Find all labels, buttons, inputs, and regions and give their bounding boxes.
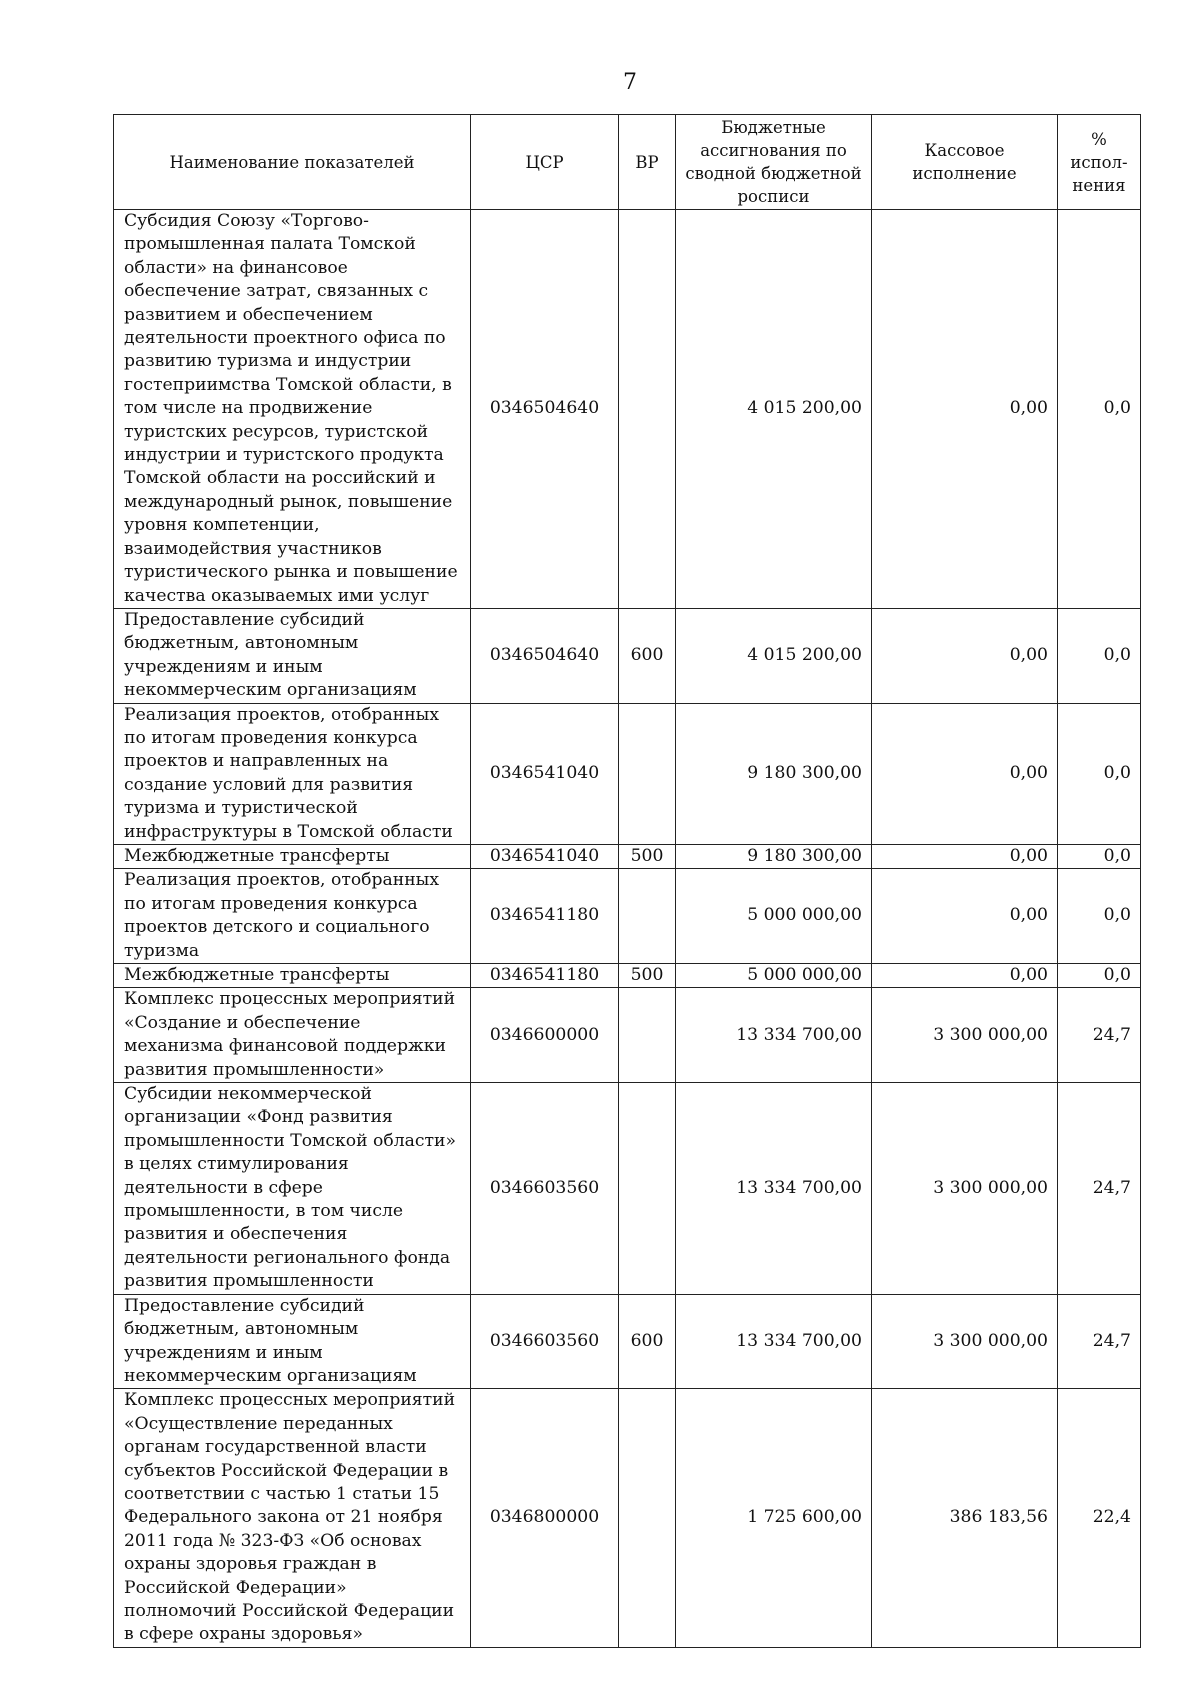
page-number: 7: [623, 70, 637, 95]
row-name: Комплекс процессных мероприятий «Осуществление переданных органам государственной власти субъектов Российской Федерации в соответствии с частью 1 статьи 15 Федерального закона от 21 ноября 2011 года № 323-ФЗ «Об основах охраны здоровья граждан в Российской Федерации» полномочий Российской Федерации в сфере охраны здоровья»: [114, 1389, 471, 1647]
header-vr: ВР: [619, 115, 676, 210]
header-csr: ЦСР: [471, 115, 619, 210]
row-csr: 0346541040: [471, 703, 619, 844]
row-vr: [619, 1389, 676, 1647]
row-vr: [619, 210, 676, 609]
row-cash: 3 300 000,00: [872, 1294, 1058, 1389]
row-pct: 0,0: [1058, 703, 1141, 844]
row-csr: 0346541040: [471, 844, 619, 868]
row-name: Реализация проектов, отобранных по итогам проведения конкурса проектов и направленных на создание условий для развития туризма и туристической инфраструктуры в Томской области: [114, 703, 471, 844]
header-name: Наименование показателей: [114, 115, 471, 210]
row-pct: 0,0: [1058, 608, 1141, 703]
row-pct: 24,7: [1058, 988, 1141, 1083]
table-row: [114, 608, 1141, 703]
row-cash: 386 183,56: [872, 1389, 1058, 1647]
row-cash: 0,00: [872, 869, 1058, 964]
row-pct: 24,7: [1058, 1294, 1141, 1389]
row-budget: 9 180 300,00: [676, 844, 872, 868]
row-cash: 0,00: [872, 844, 1058, 868]
row-vr: [619, 703, 676, 844]
row-budget: 5 000 000,00: [676, 964, 872, 988]
table-row: [114, 869, 1141, 964]
row-budget: 4 015 200,00: [676, 210, 872, 609]
row-csr: 0346541180: [471, 964, 619, 988]
row-pct: 0,0: [1058, 964, 1141, 988]
row-pct: 22,4: [1058, 1389, 1141, 1647]
row-name: Субсидия Союзу «Торгово-промышленная палата Томской области» на финансовое обеспечение затрат, связанных с развитием и обеспечением деятельности проектного офиса по развитию туризма и индустрии гостеприимства Томской области, в том числе на продвижение туристских ресурсов, туристской индустрии и туристского продукта Томской области на российский и международный рынок, повышение уровня компетенции, взаимодействия участников туристического рынка и повышение качества оказываемых ими услуг: [114, 210, 471, 609]
row-csr: 0346800000: [471, 1389, 619, 1647]
table-row: [114, 964, 1141, 988]
row-csr: 0346541180: [471, 869, 619, 964]
table-row: [114, 1389, 1141, 1647]
header-pct: % испол-нения: [1058, 115, 1141, 210]
header-cash: Кассовое исполнение: [872, 115, 1058, 210]
row-cash: 3 300 000,00: [872, 1083, 1058, 1295]
row-budget: 4 015 200,00: [676, 608, 872, 703]
row-vr: 500: [619, 964, 676, 988]
row-name: Предоставление субсидий бюджетным, автономным учреждениям и иным некоммерческим организациям: [114, 1294, 471, 1389]
row-name: Предоставление субсидий бюджетным, автономным учреждениям и иным некоммерческим организациям: [114, 608, 471, 703]
row-budget: 13 334 700,00: [676, 988, 872, 1083]
row-budget: 1 725 600,00: [676, 1389, 872, 1647]
row-vr: 600: [619, 1294, 676, 1389]
table-row: [114, 844, 1141, 868]
row-budget: 13 334 700,00: [676, 1083, 872, 1295]
row-name: Субсидии некоммерческой организации «Фонд развития промышленности Томской области» в целях стимулирования деятельности в сфере промышленности, в том числе развития и обеспечения деятельности регионального фонда развития промышленности: [114, 1083, 471, 1295]
row-csr: 0346603560: [471, 1294, 619, 1389]
table-row: [114, 1083, 1141, 1295]
table-row: [114, 988, 1141, 1083]
row-csr: 0346504640: [471, 210, 619, 609]
row-pct: 0,0: [1058, 844, 1141, 868]
row-name: Межбюджетные трансферты: [114, 964, 471, 988]
row-vr: [619, 869, 676, 964]
row-cash: 3 300 000,00: [872, 988, 1058, 1083]
row-pct: 0,0: [1058, 210, 1141, 609]
row-budget: 13 334 700,00: [676, 1294, 872, 1389]
table-row: [114, 703, 1141, 844]
row-budget: 5 000 000,00: [676, 869, 872, 964]
row-budget: 9 180 300,00: [676, 703, 872, 844]
row-name: Реализация проектов, отобранных по итогам проведения конкурса проектов детского и социального туризма: [114, 869, 471, 964]
row-name: Межбюджетные трансферты: [114, 844, 471, 868]
row-vr: [619, 988, 676, 1083]
row-vr: 500: [619, 844, 676, 868]
row-pct: 24,7: [1058, 1083, 1141, 1295]
table-row: [114, 1294, 1141, 1389]
row-name: Комплекс процессных мероприятий «Создание и обеспечение механизма финансовой поддержки развития промышленности»: [114, 988, 471, 1083]
row-csr: 0346603560: [471, 1083, 619, 1295]
row-cash: 0,00: [872, 210, 1058, 609]
row-cash: 0,00: [872, 703, 1058, 844]
row-cash: 0,00: [872, 964, 1058, 988]
budget-execution-table: [113, 114, 1141, 1648]
row-vr: [619, 1083, 676, 1295]
row-csr: 0346600000: [471, 988, 619, 1083]
row-cash: 0,00: [872, 608, 1058, 703]
row-vr: 600: [619, 608, 676, 703]
row-csr: 0346504640: [471, 608, 619, 703]
table-row: [114, 210, 1141, 609]
row-pct: 0,0: [1058, 869, 1141, 964]
header-budget: Бюджетные ассигнования по сводной бюджетной росписи: [676, 115, 872, 210]
table-header-row: [114, 115, 1141, 210]
